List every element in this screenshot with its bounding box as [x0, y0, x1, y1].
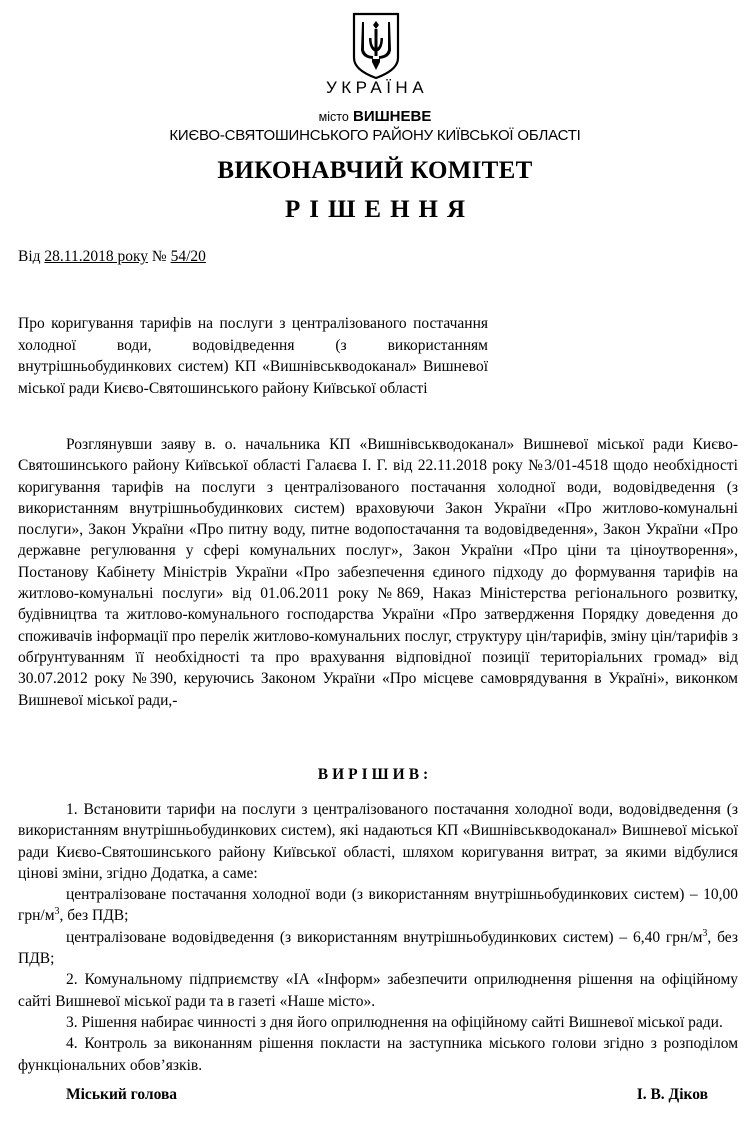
preamble-paragraph: Розглянувши заяву в. о. начальника КП «Вишнівськводоканал» Вишневої міської ради Києво-Святошинського району Київської області Галаєва І. Г. від 22.11.2018 року №3/01-4518 щодо необхідності коригування тарифів на послуги з централізованого постачання холодної води, водовідведення (з використанням внутрішньобудинкових систем) враховуючи Закон України «Про житлово-комунальні послуги», Закон України «Про питну воду, питне водопостачання та водовідведення», Закон України «Про державне регулювання у сфері комунальних послуг», Закон України «Про ціни та ціноутворення», Постанову Кабінету Міністрів України «Про забезпечення єдиного підходу до формування тарифів на житлово-комунальні послуги» від 01.06.2011 року №869, Наказ Міністерства регіонального розвитку, будівництва та житлово-комунального господарства України «Про затвердження Порядку доведення до споживачів інформації про перелік житлово-комунальних послуг, структуру цін/тарифів, зміну цін/тарифів з обґрунтуванням її необхідності та про врахування відповідної позиції територіальних громад» від 30.07.2012 року №390, керуючись Законом України «Про місцеве самоврядування в Україні», виконком Вишневої міської ради,- — [18, 436, 738, 709]
unit-exponent: 3 — [702, 927, 708, 939]
dateline-prefix: Від — [18, 248, 41, 265]
trident-emblem-icon — [351, 12, 401, 80]
decision-items — [18, 799, 738, 1076]
city-line — [0, 108, 750, 125]
city-name: ВИШНЕВЕ — [352, 108, 432, 125]
item-1: 1. Встановити тарифи на послуги з централізованого постачання холодної води, водовідведення (з використанням внутрішньобудинкових систем), які надаються КП «Вишнівськводоканал» Вишневої міської ради Києво-Святошинського району Київської області, шляхом коригування витрат, за якими відбулися цінові зміни, згідно Додатка, а саме: — [18, 801, 738, 882]
decision-number: 54/20 — [170, 248, 206, 265]
committee-title: ВИКОНАВЧИЙ КОМІТЕТ — [217, 157, 533, 184]
decided-heading: ВИРІШИВ: — [317, 766, 433, 783]
document-type-title: РІШЕННЯ — [284, 196, 475, 223]
tariff-sewerage-text: централізоване водовідведення (з використанням внутрішньобудинкових систем) – 6,40 грн/м — [66, 928, 703, 946]
dateline-number-sign: № — [151, 248, 167, 265]
decision-subject: Про коригування тарифів на послуги з централізованого постачання холодної води, водовідведення (з використанням внутрішньобудинкових систем) КП «Вишнівськводоканал» Вишневої міської ради Києво-Святошинського району Київської області — [18, 315, 488, 397]
dateline — [18, 248, 206, 266]
unit-exponent: 3 — [54, 906, 60, 918]
district-name: КИЄВО-СВЯТОШИНСЬКОГО РАЙОНУ КИЇВСЬКОЇ ОБЛАСТІ — [169, 127, 581, 144]
tariff-sewerage — [18, 927, 738, 970]
tariff-water-supply-text: централізоване постачання холодної води (з використанням внутрішньобудинкових систем) – 10,00 грн/м — [18, 886, 738, 925]
vat-suffix: , без ПДВ; — [59, 907, 129, 925]
signature-title: Міський голова — [66, 1086, 178, 1103]
item-4: 4. Контроль за виконанням рішення покласти на заступника міського голови згідно з розподілом функціональних обов’язків. — [18, 1035, 738, 1074]
item-2: 2. Комунальному підприємству «ІА «Інформ» забезпечити оприлюднення рішення на офіційному сайті Вишневої міської ради та в газеті «Наше місто». — [18, 971, 738, 1010]
city-prefix: місто — [318, 110, 349, 124]
item-3: 3. Рішення набирає чинності з дня його оприлюднення на офіційному сайті Вишневої міської ради. — [66, 1013, 723, 1031]
tariff-water-supply — [18, 884, 738, 927]
signature-name: І. В. Діков — [636, 1086, 708, 1103]
country-name: УКРАЇНА — [325, 78, 429, 97]
vat-suffix: , без ПДВ; — [18, 928, 738, 968]
decision-date: 28.11.2018 року — [44, 248, 149, 265]
